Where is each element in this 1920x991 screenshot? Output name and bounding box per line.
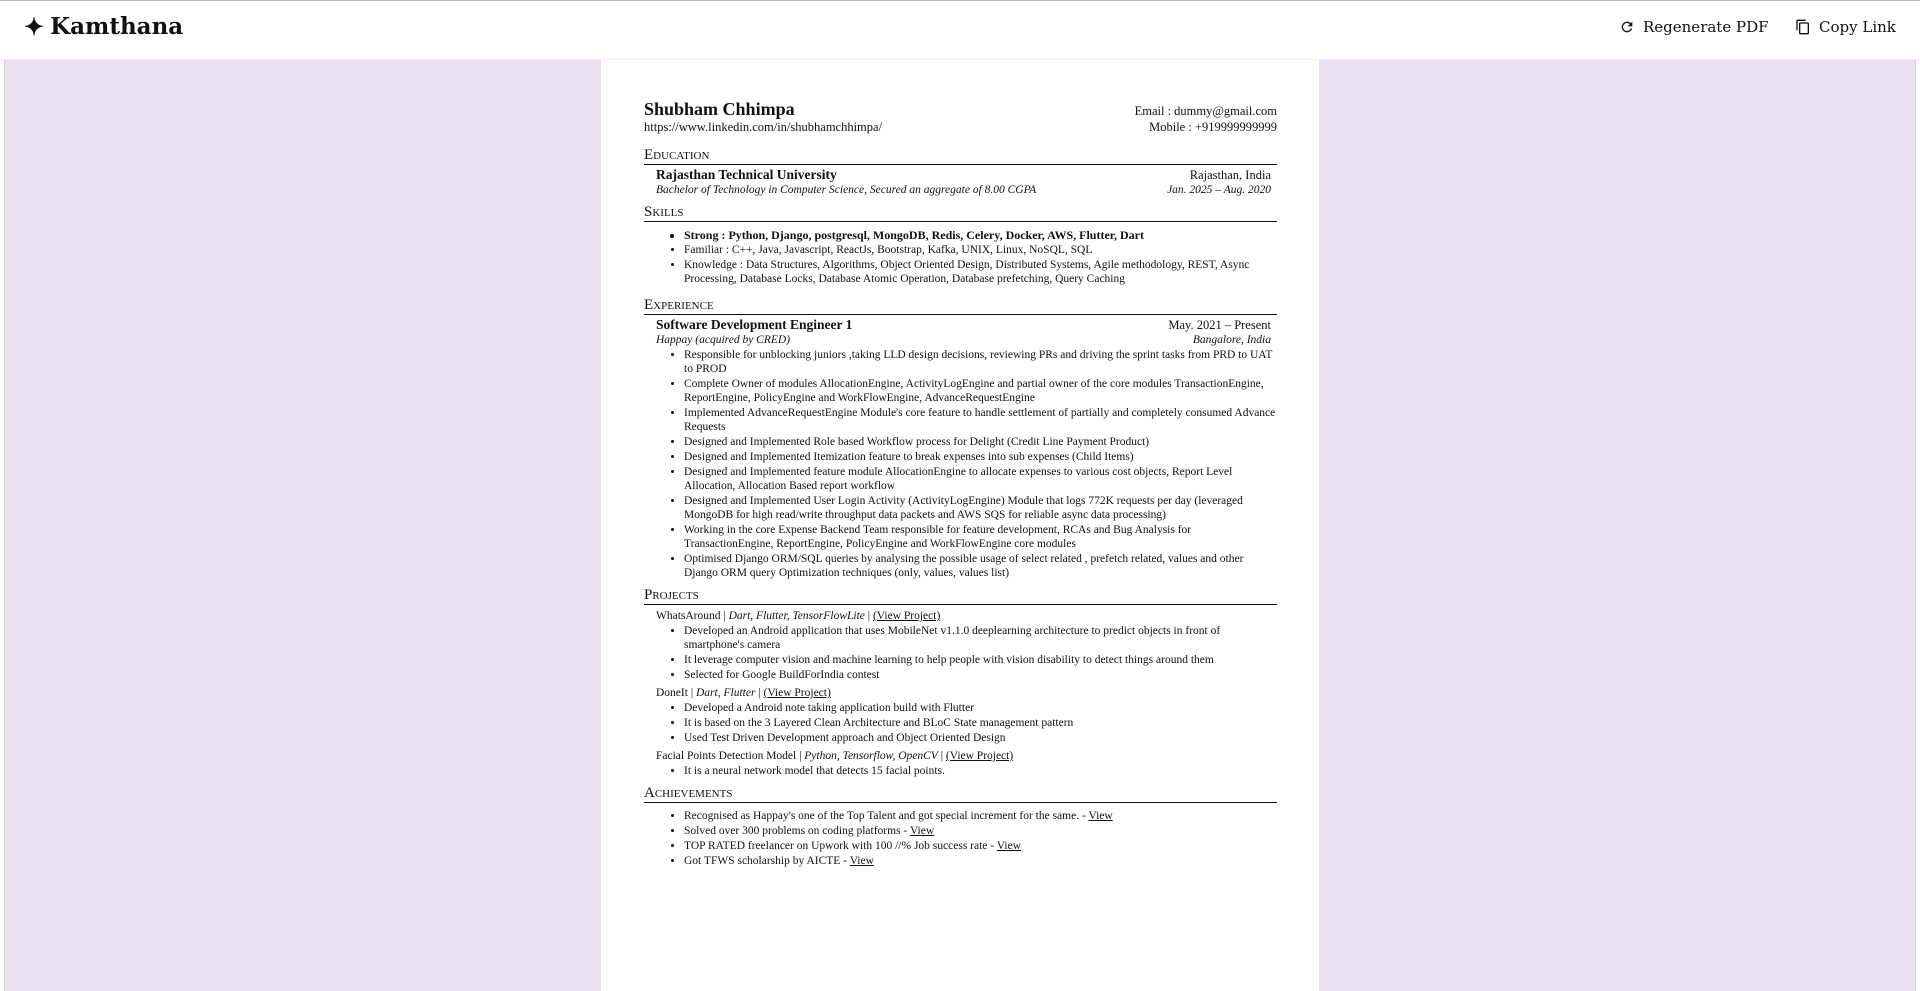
mobile: Mobile : +919999999999	[1149, 120, 1277, 134]
list-item: • It is based on the 3 Layered Clean Architecture and BLoC State management pattern	[684, 716, 1277, 730]
project-name: WhatsAround	[656, 610, 721, 622]
education-entry	[644, 167, 1277, 196]
top-bar	[0, 0, 1920, 59]
copy-icon	[1795, 19, 1811, 35]
section-education: Education	[644, 146, 1277, 165]
list-item: • Developed an Android application that uses MobileNet v1.1.0 deeplearning architecture to predict objects in front of smartphone's camera	[684, 624, 1277, 652]
candidate-name: Shubham Chhimpa	[644, 99, 795, 119]
list-item: • Complete Owner of modules AllocationEngine, ActivityLogEngine and partial owner of the core modules TransactionEngine, ReportEngine, PolicyEngine and WorkFlowEngine, AdvanceRequestEngine	[684, 377, 1277, 405]
regenerate-pdf-button[interactable]	[1619, 18, 1769, 36]
list-item: • Recognised as Happay's one of the Top Talent and got special increment for the same. - View	[684, 809, 1277, 823]
resume-header-line2	[644, 120, 1277, 135]
project-header-facial-points: Facial Points Detection Model | Python, Tensorflow, OpenCV | (View Project)	[656, 750, 1014, 762]
copy-link-label: Copy Link	[1819, 18, 1896, 36]
list-item: • It is a neural network model that detects 15 facial points.	[684, 764, 1277, 778]
view-link[interactable]: View	[849, 855, 874, 867]
list-item: • Implemented AdvanceRequestEngine Module's core feature to handle settlement of partially and completely consumed Advance Requests	[684, 406, 1277, 434]
project-header-whatsaround: WhatsAround | Dart, Flutter, TensorFlowLite | (View Project)	[656, 610, 941, 622]
list-item: • It leverage computer vision and machine learning to help people with vision disability to detect things around them	[684, 653, 1277, 667]
section-skills: Skills	[644, 203, 1277, 222]
section-experience: Experience	[644, 296, 1277, 315]
list-item: • Selected for Google BuildForIndia contest	[684, 668, 1277, 682]
list-item: • Familiar : C++, Java, Javascript, ReactJs, Bootstrap, Kafka, UNIX, Linux, NoSQL, SQL	[684, 243, 1277, 257]
regenerate-pdf-label: Regenerate PDF	[1643, 18, 1769, 36]
view-project-link[interactable]: (View Project)	[763, 687, 831, 699]
project-bullets	[644, 624, 1277, 682]
copy-link-button[interactable]	[1795, 18, 1896, 36]
school-name: Rajasthan Technical University	[656, 167, 837, 182]
education-dates: Jan. 2025 – Aug. 2020	[1167, 184, 1271, 196]
resume-content	[644, 99, 1277, 869]
view-link[interactable]: View	[1088, 810, 1113, 822]
sparkle-icon: ✦	[24, 11, 45, 41]
experience-bullets	[644, 348, 1277, 580]
list-item: • Used Test Driven Development approach and Object Oriented Design	[684, 731, 1277, 745]
company: Happay (acquired by CRED)	[656, 334, 791, 346]
list-item: • Designed and Implemented Role based Workflow process for Delight (Credit Line Payment Product)	[684, 435, 1277, 449]
section-projects: Projects	[644, 586, 1277, 605]
refresh-icon	[1619, 19, 1635, 35]
list-item: • Developed a Android note taking application build with Flutter	[684, 701, 1277, 715]
list-item: • Working in the core Expense Backend Team responsible for feature development, RCAs and Bug Analysis for TransactionEngine, ReportEngine, PolicyEngine and WorkFlowEngine core modules	[684, 523, 1277, 551]
skills-list	[644, 228, 1277, 286]
linkedin-url: https://www.linkedin.com/in/shubhamchhimpa/	[644, 120, 883, 134]
experience-entry	[644, 317, 1277, 346]
project-tech: Dart, Flutter	[696, 687, 756, 699]
list-item: • Designed and Implemented feature module AllocationEngine to allocate expenses to various cost objects, Report Level Allocation, Allocation Based report workflow	[684, 465, 1277, 493]
project-name: Facial Points Detection Model	[656, 750, 797, 762]
view-link[interactable]: View	[996, 840, 1021, 852]
list-item: • Knowledge : Data Structures, Algorithms, Object Oriented Design, Distributed Systems, Agile methodology, REST, Async Processing, Database Locks, Database Atomic Operation, Database prefetching, Query Caching	[684, 258, 1277, 286]
app-name: Kamthana	[50, 13, 184, 40]
project-tech: Python, Tensorflow, OpenCV	[804, 750, 938, 762]
project-bullets	[644, 764, 1277, 778]
job-location: Bangalore, India	[1192, 334, 1271, 346]
list-item: • Strong : Python, Django, postgresql, MongoDB, Redis, Celery, Docker, AWS, Flutter, Dart	[684, 228, 1277, 242]
list-item: • Designed and Implemented Itemization feature to break expenses into sub expenses (Child Items)	[684, 450, 1277, 464]
list-item: • Designed and Implemented User Login Activity (ActivityLogEngine) Module that logs 772K requests per day (leveraged MongoDB for high read/write throughput data packets and AWS SQS for reliable async data processing)	[684, 494, 1277, 522]
list-item: • Optimised Django ORM/SQL queries by analysing the possible usage of select related , prefetch related, values and other Django ORM query Optimization techniques (only, values, values list)	[684, 552, 1277, 580]
degree: Bachelor of Technology in Computer Science, Secured an aggregate of 8.00 CGPA	[656, 184, 1037, 196]
view-link[interactable]: View	[909, 825, 935, 837]
project-name: DoneIt	[656, 687, 688, 699]
resume-page	[601, 60, 1319, 991]
job-title: Software Development Engineer 1	[656, 317, 853, 332]
list-item: • Got TFWS scholarship by AICTE - View	[684, 854, 1277, 868]
view-project-link[interactable]: (View Project)	[872, 610, 941, 622]
list-item: • TOP RATED freelancer on Upwork with 100 //% Job success rate - View	[684, 839, 1277, 853]
email: Email : dummy@gmail.com	[1134, 104, 1277, 118]
project-header-doneit: DoneIt | Dart, Flutter | (View Project)	[656, 687, 831, 699]
project-tech: Dart, Flutter, TensorFlowLite	[728, 610, 865, 622]
list-item: • Responsible for unblocking juniors ,taking LLD design decisions, reviewing PRs and driving the sprint tasks from PRD to UAT to PROD	[684, 348, 1277, 376]
job-dates: May. 2021 – Present	[1168, 318, 1271, 332]
school-location: Rajasthan, India	[1189, 168, 1271, 182]
list-item: • Solved over 300 problems on coding platforms - View	[684, 824, 1277, 838]
resume-header	[644, 99, 1277, 120]
project-bullets	[644, 701, 1277, 745]
section-achievements: Achievements	[644, 784, 1277, 803]
view-project-link[interactable]: (View Project)	[945, 750, 1014, 762]
achievements-list	[644, 809, 1277, 868]
app-logo[interactable]	[24, 13, 183, 40]
